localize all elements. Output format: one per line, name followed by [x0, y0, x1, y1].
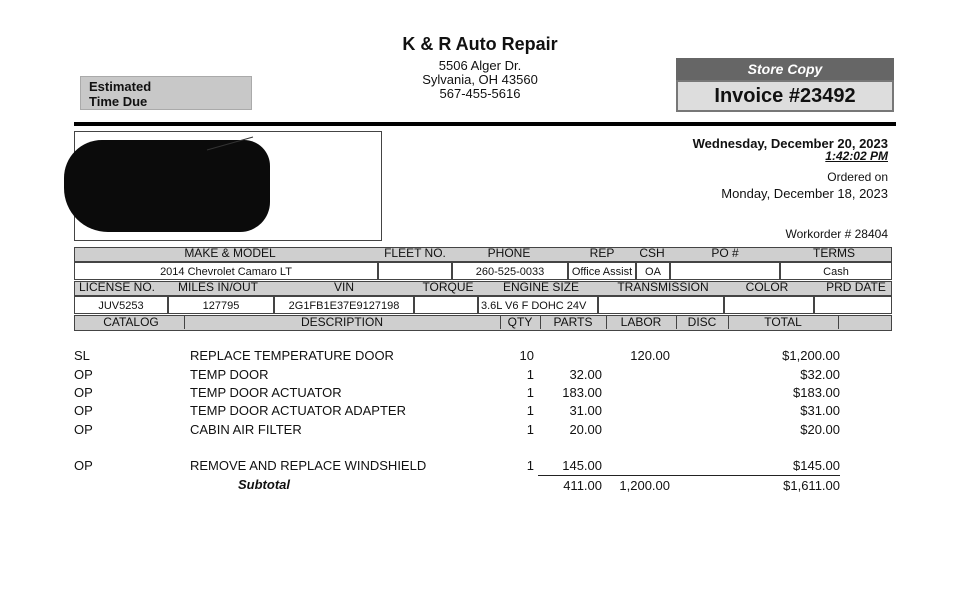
- terms-value: Cash: [780, 262, 892, 280]
- subtotal-labor: 1,200.00: [619, 478, 670, 493]
- license-header: LICENSE NO.: [78, 280, 156, 294]
- line-description: TEMP DOOR ACTUATOR ADAPTER: [190, 403, 406, 418]
- line-qty: 1: [526, 422, 534, 437]
- line-labor: 120.00: [630, 348, 670, 363]
- miles-value: 127795: [168, 296, 274, 314]
- ordered-on-label: Ordered on: [827, 170, 888, 184]
- invoice-date: Wednesday, December 20, 2023: [692, 136, 888, 151]
- qty-header: QTY: [500, 315, 541, 329]
- phone-header: PHONE: [487, 246, 531, 260]
- line-catalog: OP: [74, 458, 93, 473]
- color-header: COLOR: [745, 280, 789, 294]
- shop-name: K & R Auto Repair: [402, 34, 558, 54]
- line-catalog: OP: [74, 367, 93, 382]
- line-catalog: OP: [74, 422, 93, 437]
- shop-address-line-1: 5506 Alger Dr.: [438, 58, 522, 73]
- catalog-header: CATALOG: [78, 315, 185, 329]
- vin-value: 2G1FB1E37E9127198: [274, 296, 414, 314]
- workorder-number: Workorder # 28404: [785, 227, 888, 241]
- subtotal-parts: 411.00: [563, 478, 602, 493]
- line-description: REPLACE TEMPERATURE DOOR: [190, 348, 394, 363]
- invoice-time: 1:42:02 PM: [825, 149, 888, 163]
- line-catalog: OP: [74, 403, 93, 418]
- disc-header: DISC: [676, 315, 729, 329]
- subtotal-rule: [538, 475, 840, 476]
- line-qty: 1: [526, 458, 534, 473]
- ordered-date: Monday, December 18, 2023: [721, 186, 888, 201]
- labor-header: LABOR: [606, 315, 677, 329]
- line-qty: 1: [526, 403, 534, 418]
- line-parts: 31.00: [569, 403, 602, 418]
- engine-size-header: ENGINE SIZE: [502, 280, 579, 294]
- total-header: TOTAL: [728, 315, 839, 329]
- line-total: $183.00: [793, 385, 840, 400]
- line-qty: 1: [526, 385, 534, 400]
- line-total: $31.00: [800, 403, 840, 418]
- phone-value: 260-525-0033: [452, 262, 568, 280]
- miles-header: MILES IN/OUT: [177, 280, 258, 294]
- line-qty: 1: [526, 367, 534, 382]
- terms-header: TERMS: [813, 246, 855, 260]
- fleet-header: FLEET NO.: [384, 246, 446, 260]
- shop-address-line-2: Sylvania, OH 43560: [422, 72, 538, 87]
- line-catalog: SL: [74, 348, 90, 363]
- vin-header: VIN: [333, 280, 354, 294]
- store-copy-label: Store Copy: [676, 58, 894, 80]
- estimated-label: Estimated: [89, 79, 152, 94]
- torque-header: TORQUE: [422, 280, 474, 294]
- line-catalog: OP: [74, 385, 93, 400]
- make-model-header: MAKE & MODEL: [184, 246, 276, 260]
- line-total: $145.00: [793, 458, 840, 473]
- prd-date-header: PRD DATE: [826, 280, 886, 294]
- csh-value: OA: [636, 262, 670, 280]
- line-parts: 20.00: [569, 422, 602, 437]
- description-header: DESCRIPTION: [184, 315, 501, 329]
- line-description: CABIN AIR FILTER: [190, 422, 302, 437]
- subtotal-total: $1,611.00: [783, 478, 840, 493]
- transmission-header: TRANSMISSION: [617, 280, 709, 294]
- line-description: TEMP DOOR ACTUATOR: [190, 385, 342, 400]
- line-parts: 183.00: [562, 385, 602, 400]
- line-total: $20.00: [800, 422, 840, 437]
- shop-phone: 567-455-5616: [439, 86, 521, 101]
- subtotal-label: Subtotal: [238, 477, 290, 492]
- rep-header: REP: [589, 246, 615, 260]
- po-header: PO #: [711, 246, 739, 260]
- time-due-label: Time Due: [89, 94, 148, 109]
- line-description: TEMP DOOR: [190, 367, 269, 382]
- rep-value: Office Assist: [568, 262, 636, 280]
- parts-header: PARTS: [540, 315, 607, 329]
- line-description: REMOVE AND REPLACE WINDSHIELD: [190, 458, 427, 473]
- line-total: $1,200.00: [782, 348, 840, 363]
- line-qty: 10: [519, 348, 534, 363]
- line-parts: 32.00: [569, 367, 602, 382]
- csh-header: CSH: [639, 246, 665, 260]
- make-model-value: 2014 Chevrolet Camaro LT: [74, 262, 378, 280]
- invoice-number: Invoice #23492: [676, 80, 894, 112]
- engine-size-value: 3.6L V6 F DOHC 24V: [478, 296, 598, 314]
- line-parts: 145.00: [562, 458, 602, 473]
- license-value: JUV5253: [74, 296, 168, 314]
- line-total: $32.00: [800, 367, 840, 382]
